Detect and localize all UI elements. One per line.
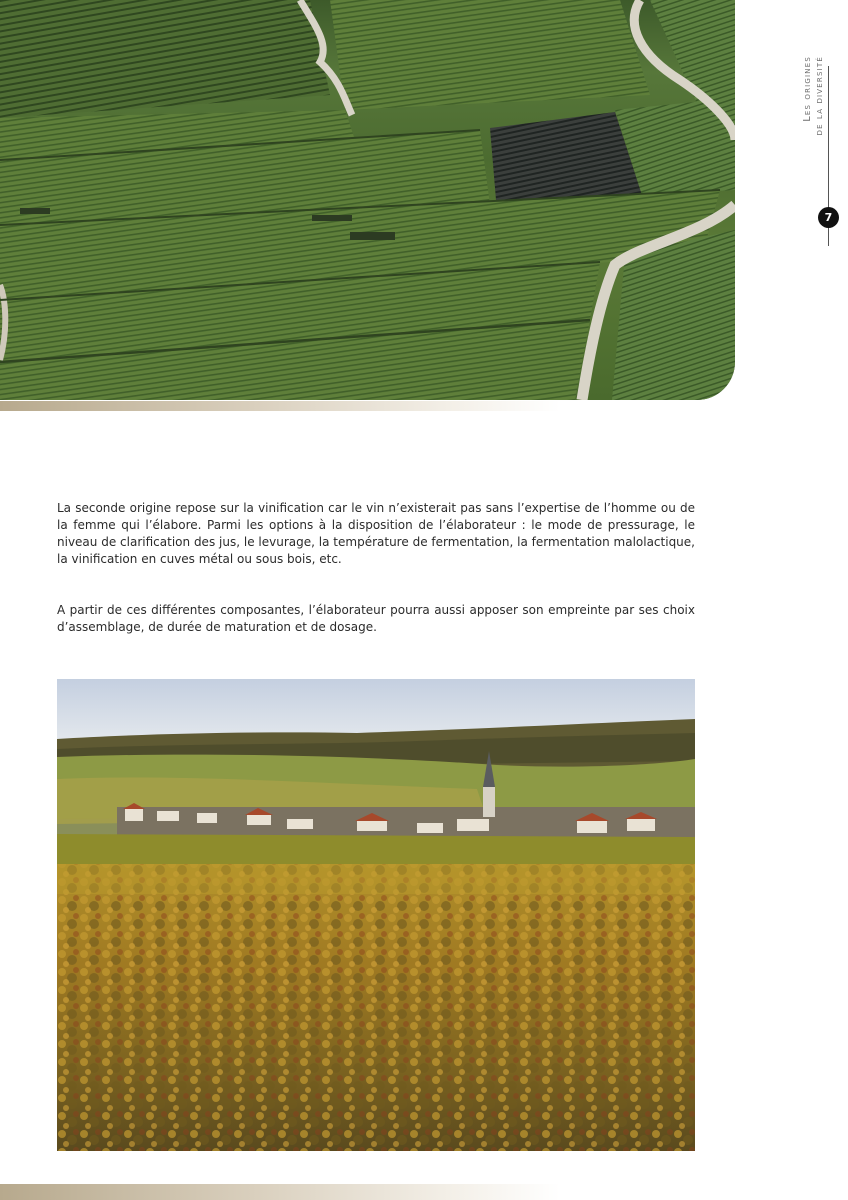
village-vineyard-photo <box>57 679 695 1151</box>
page-number: 7 <box>818 207 839 228</box>
running-header <box>800 56 840 170</box>
village-vineyard-illustration <box>57 679 695 1151</box>
paragraph-vinification: La seconde origine repose sur la vinification car le vin n’existerait pas sans l’expertise de l’homme ou de la femme qui l’élabore. Parmi les options à la disposition de l’élaborateur : le mode de pressurage, le niveau de clarification des jus, le levurage, la température de fermentation, la fermentation malolactique, la vinification en cuves métal ou sous bois, etc. <box>57 501 695 566</box>
running-header-text <box>802 56 838 166</box>
decorative-gold-bar-bottom <box>0 1184 560 1200</box>
aerial-vineyard-illustration <box>0 0 735 400</box>
decorative-gold-bar-top <box>0 401 560 411</box>
running-header-line-1: Les origines <box>802 56 813 122</box>
paragraph-assemblage: A partir de ces différentes composantes, l’élaborateur pourra aussi apposer son empreinte par ses choix d’assemblage, de durée de maturation et de dosage. <box>57 603 695 634</box>
aerial-vineyard-photo <box>0 0 735 400</box>
running-header-line-2: de la diversité <box>814 56 825 136</box>
